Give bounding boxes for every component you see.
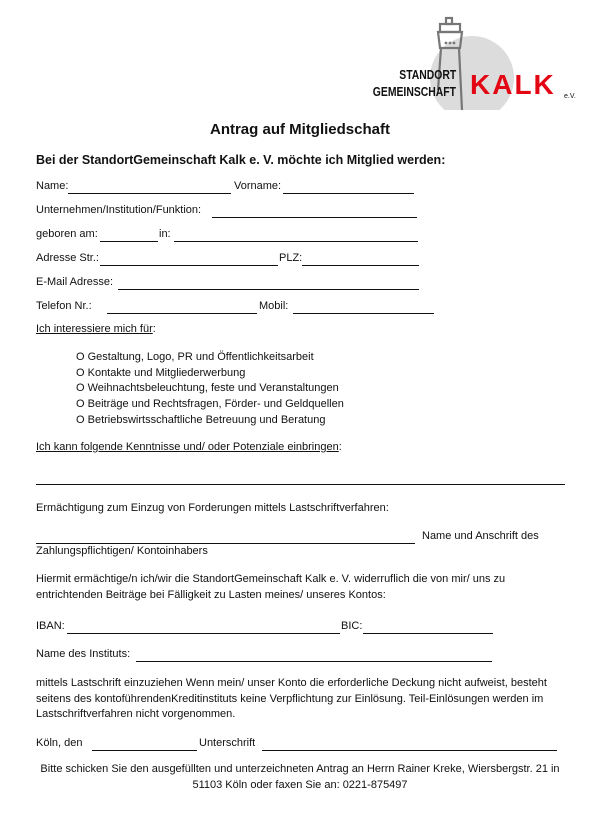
mobil-field[interactable] — [293, 301, 434, 314]
plz-label: PLZ: — [279, 252, 303, 264]
interests-colon: : — [152, 323, 156, 335]
date-field[interactable] — [92, 738, 197, 751]
adresse-label: Adresse Str.: — [36, 252, 99, 264]
place-date-label: Köln, den — [36, 737, 83, 749]
interest-option[interactable]: O Betriebswirtsschaftliche Betreuung und Beratung — [76, 414, 326, 426]
subtitle: Bei der StandortGemeinschaft Kalk e. V. möchte ich Mitglied werden: — [36, 153, 446, 167]
footer-text-2: 51103 Köln oder faxen Sie an: 0221-875497 — [192, 779, 408, 791]
authorization-text-2: entrichtenden Beiträge bei Fälligkeit zu Lasten meines/ unseres Kontos: — [36, 589, 386, 601]
interests-heading — [36, 323, 156, 336]
adresse-field[interactable] — [100, 253, 278, 266]
interest-option[interactable]: O Gestaltung, Logo, PR und Öffentlichkeitsarbeit — [76, 351, 314, 363]
iban-label: IBAN: — [36, 620, 65, 632]
interest-option[interactable]: O Kontakte und Mitgliederwerbung — [76, 367, 246, 379]
name-field[interactable] — [68, 181, 231, 194]
telefon-field[interactable] — [107, 301, 257, 314]
interests-heading-text: Ich interessiere mich für — [36, 323, 153, 335]
skills-heading — [36, 441, 342, 454]
vorname-field[interactable] — [283, 181, 414, 194]
unternehmen-field[interactable] — [212, 205, 417, 218]
plz-field[interactable] — [302, 253, 419, 266]
interest-option[interactable]: O Weihnachtsbeleuchtung, feste und Veranstaltungen — [76, 382, 339, 394]
footer-text-1: Bitte schicken Sie den ausgefüllten und unterzeichneten Antrag an Herrn Rainer Kreke, Wiersbergstr. 21 in — [40, 763, 560, 775]
authorization-text-1: Hiermit ermächtige/n ich/wir die StandortGemeinschaft Kalk e. V. widerruflich die von mir/ uns zu — [36, 573, 506, 585]
interest-option[interactable]: O Beiträge und Rechtsfragen, Förder- und Geldquellen — [76, 398, 344, 410]
mobil-label: Mobil: — [259, 300, 289, 312]
vorname-label: Vorname: — [234, 180, 282, 192]
holder-label-2: Zahlungspflichtigen/ Kontoinhabers — [36, 545, 208, 557]
institut-label: Name des Instituts: — [36, 648, 131, 660]
page-title: Antrag auf Mitgliedschaft — [209, 121, 390, 138]
note-text-3: Lastschriftverfahren nicht vorgenommen. — [36, 708, 236, 720]
logo-text-ev: e.V. — [564, 93, 576, 100]
holder-label-1: Name und Anschrift des — [422, 530, 539, 542]
geboren-field[interactable] — [100, 229, 158, 242]
bic-label: BIC: — [341, 620, 363, 632]
email-label: E-Mail Adresse: — [36, 276, 114, 288]
logo-text-standort: STANDORT — [398, 67, 456, 82]
signature-label: Unterschrift — [199, 737, 256, 749]
logo — [372, 10, 590, 110]
note-text-2: seitens des kontoführendenKreditinstituts keine Verpflichtung zur Einlösung. Teil-Einlösungen werden im — [36, 693, 544, 705]
institut-field[interactable] — [136, 649, 492, 662]
name-label: Name: — [36, 180, 69, 192]
geboren-label: geboren am: — [36, 228, 98, 240]
account-holder-field[interactable] — [36, 531, 415, 544]
sepa-heading: Ermächtigung zum Einzug von Forderungen mittels Lastschriftverfahren: — [36, 502, 389, 514]
birthplace-field[interactable] — [174, 229, 418, 242]
skills-colon: : — [338, 441, 342, 453]
bic-field[interactable] — [363, 621, 493, 634]
logo-text-gemeinschaft: GEMEINSCHAFT — [372, 84, 456, 99]
logo-text-kalk: KALK — [470, 69, 556, 100]
signature-field[interactable] — [262, 738, 557, 751]
note-text-1: mittels Lastschrift einzuziehen Wenn mein/ unser Konto die erforderliche Deckung nicht aufweist, besteht — [36, 677, 547, 689]
telefon-label: Telefon Nr.: — [36, 300, 92, 312]
skills-heading-text: Ich kann folgende Kenntnisse und/ oder Potenziale einbringen — [36, 441, 339, 453]
skills-field-line[interactable] — [36, 484, 565, 485]
email-field[interactable] — [118, 277, 419, 290]
unternehmen-label: Unternehmen/Institution/Funktion: — [36, 204, 202, 216]
in-label: in: — [159, 228, 171, 240]
iban-field[interactable] — [67, 621, 340, 634]
